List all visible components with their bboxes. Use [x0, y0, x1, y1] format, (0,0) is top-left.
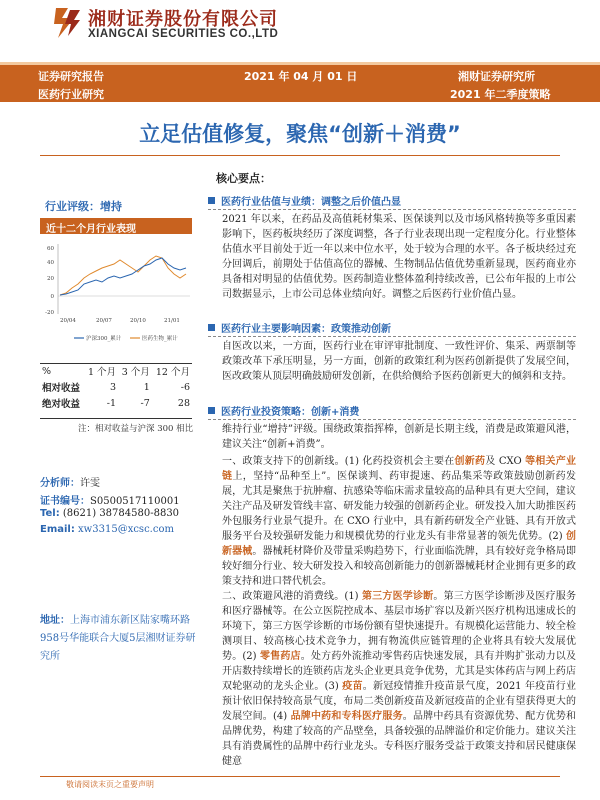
industry-rating: 行业评级：增持 — [45, 200, 122, 213]
chart-xtick: 20/07 — [96, 318, 112, 324]
chart-ytick: 20 — [47, 276, 54, 282]
footer-divider — [40, 776, 560, 777]
row-label: 绝对收益 — [42, 399, 81, 410]
tel-line — [40, 508, 179, 519]
strategy-label: 2021 年二季度策略 — [450, 88, 551, 101]
chart-ytick: 60 — [47, 246, 54, 252]
section-title: 医药行业投资策略：创新+消费 — [221, 407, 360, 418]
table-cell: 1 — [143, 381, 150, 393]
innovation-paragraph: 一、政策支持下的创新线。(1) 化药投资机会主要在创新药及 CXO 等相关产业链上，坚持“品种至上”。医保谈判、药审提速、药品集采等政策鼓励创新药发展，尤其是聚焦于抗肿瘤、抗感染等临床需求量较高的品种具有更大空间，建议关注产品及研发管线丰富、研发能力较强的创新药企业。研发投入加大助推医药外包服务行业景气提升。在 CXO 行业中，具有新药研发全产业链、具有开放式服务平台及较强研发能力和规模优势的行业龙头有非常显著的领先优势。(2) 创新器械。器械耗材降价及带量采购趋势下，行业面临洗牌，具有较好竞争格局即较好细分行业、较大研发投入和较高创新能力的创新器械耗材企业拥有更多的政策支持和进口替代机会。 — [222, 456, 577, 587]
email-line — [40, 524, 174, 535]
address-block — [40, 612, 198, 666]
company-name-cn: 湘财证券股份有限公司 — [88, 9, 278, 30]
highlight-text: 品牌中药和专科医疗服务 — [290, 711, 403, 722]
performance-chart — [40, 238, 192, 348]
tel-label: Tel: — [40, 508, 60, 519]
table-row — [40, 379, 192, 395]
table-header-row — [40, 363, 192, 379]
table-cell: 3 — [109, 381, 117, 393]
section-title: 医药行业估值与业绩：调整之后价值凸显 — [221, 197, 401, 208]
tel-number: (8621) 38784580-8830 — [62, 508, 180, 519]
legend-hs300: 沪深300_累计 — [86, 336, 122, 342]
table-header-cell: % — [42, 365, 52, 377]
key-points-heading: 核心要点： — [216, 172, 271, 185]
table-cell: -6 — [180, 381, 190, 393]
report-date: 2021 年 04 月 01 日 — [244, 70, 358, 83]
bullet-square-icon — [208, 324, 215, 331]
address-label: 地址： — [40, 615, 70, 626]
table-cell: -1 — [106, 397, 117, 409]
table-header-cell: 12 个月 — [155, 367, 190, 378]
cert-number: S0500517110001 — [90, 496, 180, 507]
section-title: 医药行业主要影响因素：政策推动创新 — [221, 324, 391, 335]
report-type: 证券研究报告 — [38, 70, 104, 83]
hs300-series-line — [60, 258, 186, 295]
analyst-line — [40, 474, 100, 489]
chart-xtick: 21/01 — [164, 318, 180, 324]
table-header-cell: 3 个月 — [121, 367, 150, 378]
page-title: 立足估值修复，聚焦“创新＋消费” — [139, 122, 461, 146]
chart-ytick: 0 — [50, 294, 54, 300]
footer-disclaimer: 敬请阅读末页之重要声明 — [66, 780, 154, 789]
address-text: 上海市浦东新区陆家嘴环路958号华能联合大厦5层湘财证券研究所 — [40, 615, 196, 662]
institute-name: 湘财证券研究所 — [458, 70, 535, 83]
table-row — [40, 395, 192, 411]
analyst-label: 分析师： — [40, 478, 80, 489]
section-divider — [208, 419, 576, 420]
table-bottom-rule — [40, 418, 192, 419]
section-paragraph: 2021 年以来，在药品及高值耗材集采、医保谈判以及市场风格转换等多重因素影响下，医药板块经历了深度调整，各子行业表现出现一定程度分化。行业整体估值水平目前处于近一年以来中位水平，处于较为合理的水平。各子板块经过充分回调后，前期处于估值高位的器械、生物制品估值优势重新显现，医药商业亦具备相对明显的估值优势。医药制造业整体盈利持续改善，已公布年报的上市公司数据显示，上市公司总体业绩向好。调整之后医药行业价值凸显。 — [222, 214, 576, 300]
section-paragraph: 维持行业“增持”评级。围绕政策指挥棒，创新是长期主线，消费是政策避风港，建议关注“创新+消费”。 — [222, 424, 576, 450]
email-label: Email: — [40, 524, 75, 535]
section-heading — [208, 403, 359, 418]
row-label: 相对收益 — [42, 383, 81, 394]
title-divider — [40, 155, 560, 156]
consumption-paragraph: 二、政策避风港的消费线。(1) 第三方医学诊断。第三方医学诊断涉及医疗服务和医疗器械等。在公立医院控成本、基层市场扩容以及新兴医疗机构迅速成长的环境下，第三方医学诊断的市场份额有望快速提升。有规模化运营能力、较全检测项目、较高核心技术竞争力，拥有物流供应链管理的企业将具有较大发展优势。(2) 零售药店。处方药外流推动零售药店快速发展，具有并购扩张动力以及开店数持续增长的连锁药店龙头企业更具竞争优势，尤其是实体药店与网上药店双轮驱动的龙头企业。(3) 疫苗。新冠疫情推升疫苗景气度，2021 年疫苗行业预计依旧保持较高景气度，布局二类创新疫苗及新冠疫苗的企业有望获得更大的发展空间。(4) 品牌中药和专科医疗服务。品牌中药具有资源优势、配方优势和品牌优势，构建了较高的产品壁垒，具备较强的品牌溢价和定价能力。建议关注具有消费属性的品牌中药行业龙头。专科医疗服务受益于政策支持和居民健康保健意 — [222, 591, 577, 767]
highlight-text: 创新器械 — [222, 531, 576, 557]
section-divider — [208, 336, 576, 337]
bullet-square-icon — [208, 407, 215, 414]
table-header-cell: 1 个月 — [87, 367, 117, 378]
chart-ytick: -20 — [45, 310, 54, 316]
company-name-en: XIANGCAI SECURITIES CO.,LTD — [88, 28, 279, 40]
highlight-text: 疫苗 — [342, 681, 363, 692]
table-cell: 28 — [177, 397, 190, 409]
section-heading — [208, 193, 401, 208]
report-category: 医药行业研究 — [38, 88, 104, 101]
bullet-square-icon — [208, 197, 215, 204]
analyst-name: 许雯 — [80, 478, 100, 489]
performance-title: 近十二个月行业表现 — [46, 224, 136, 235]
company-logo-icon — [52, 6, 82, 40]
highlight-text: 零售药店 — [259, 651, 301, 662]
section-divider — [208, 209, 576, 210]
header-band-highlight — [0, 62, 600, 65]
chart-xtick: 20/10 — [130, 318, 146, 324]
chart-xtick: 20/04 — [60, 318, 76, 324]
section-heading — [208, 320, 391, 335]
cert-line — [40, 492, 180, 507]
section-paragraph: 自医改以来，一方面，医药行业在审评审批制度、一致性评价、集采、两票制等政策改革下承压明显，另一方面，创新的政策红利为医药创新提供了发展空间，医改政策从顶层明确鼓励研发创新，在供给侧给予医药创新更大的倾斜和支持。 — [222, 341, 576, 382]
email-link[interactable]: xw3315@xcsc.com — [78, 524, 174, 535]
highlight-text: 第三方医学诊断 — [361, 591, 434, 602]
performance-table — [40, 363, 192, 411]
cert-label: 证书编号： — [40, 496, 90, 507]
highlight-text: 等相关产业链 — [222, 456, 576, 482]
highlight-text: 创新药 — [454, 456, 486, 467]
chart-ytick: 40 — [47, 260, 54, 266]
table-note: 注：相对收益与沪深 300 相比 — [78, 424, 194, 434]
legend-pharma: 医药生物_累计 — [142, 336, 178, 342]
table-cell: -7 — [140, 397, 150, 409]
